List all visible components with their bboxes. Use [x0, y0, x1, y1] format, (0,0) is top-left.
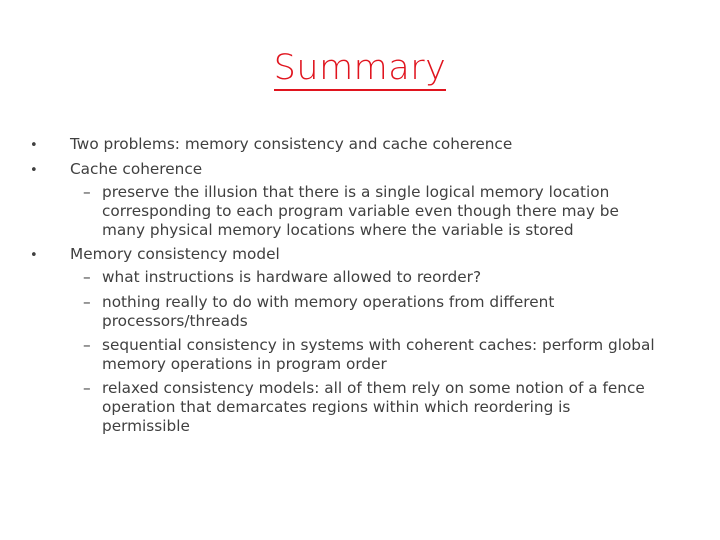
sub-bullet-text: many physical memory locations where the variable is stored	[102, 221, 574, 239]
bullet-text: Memory consistency model	[70, 245, 280, 263]
sub-bullet-text: memory operations in program order	[102, 355, 387, 373]
dash-icon: –	[83, 336, 91, 354]
sub-bullet-text: nothing really to do with memory operations from different	[102, 293, 555, 311]
dash-icon: –	[83, 268, 91, 286]
slide-title-text: Summary	[274, 47, 447, 91]
dash-icon: –	[83, 379, 91, 397]
sub-bullet-text: what instructions is hardware allowed to reorder?	[102, 268, 482, 286]
sub-bullet-text: sequential consistency in systems with coherent caches: perform global	[102, 336, 655, 354]
sub-bullet-text: relaxed consistency models: all of them rely on some notion of a fence	[102, 379, 645, 397]
bullet-icon: •	[30, 248, 38, 263]
sub-bullet-text: operation that demarcates regions within which reordering is	[102, 398, 571, 416]
dash-icon: –	[83, 183, 91, 201]
sub-bullet-text: processors/threads	[102, 312, 248, 330]
bullet-text: Two problems: memory consistency and cache coherence	[70, 135, 513, 153]
bullet-icon: •	[30, 138, 38, 153]
sub-bullet-text: preserve the illusion that there is a single logical memory location	[102, 183, 610, 201]
sub-bullet-text: permissible	[102, 417, 190, 435]
bullet-text: Cache coherence	[70, 160, 203, 178]
sub-bullet-text: corresponding to each program variable even though there may be	[102, 202, 619, 220]
bullet-icon: •	[30, 163, 38, 178]
dash-icon: –	[83, 293, 91, 311]
slide-title	[0, 44, 720, 92]
